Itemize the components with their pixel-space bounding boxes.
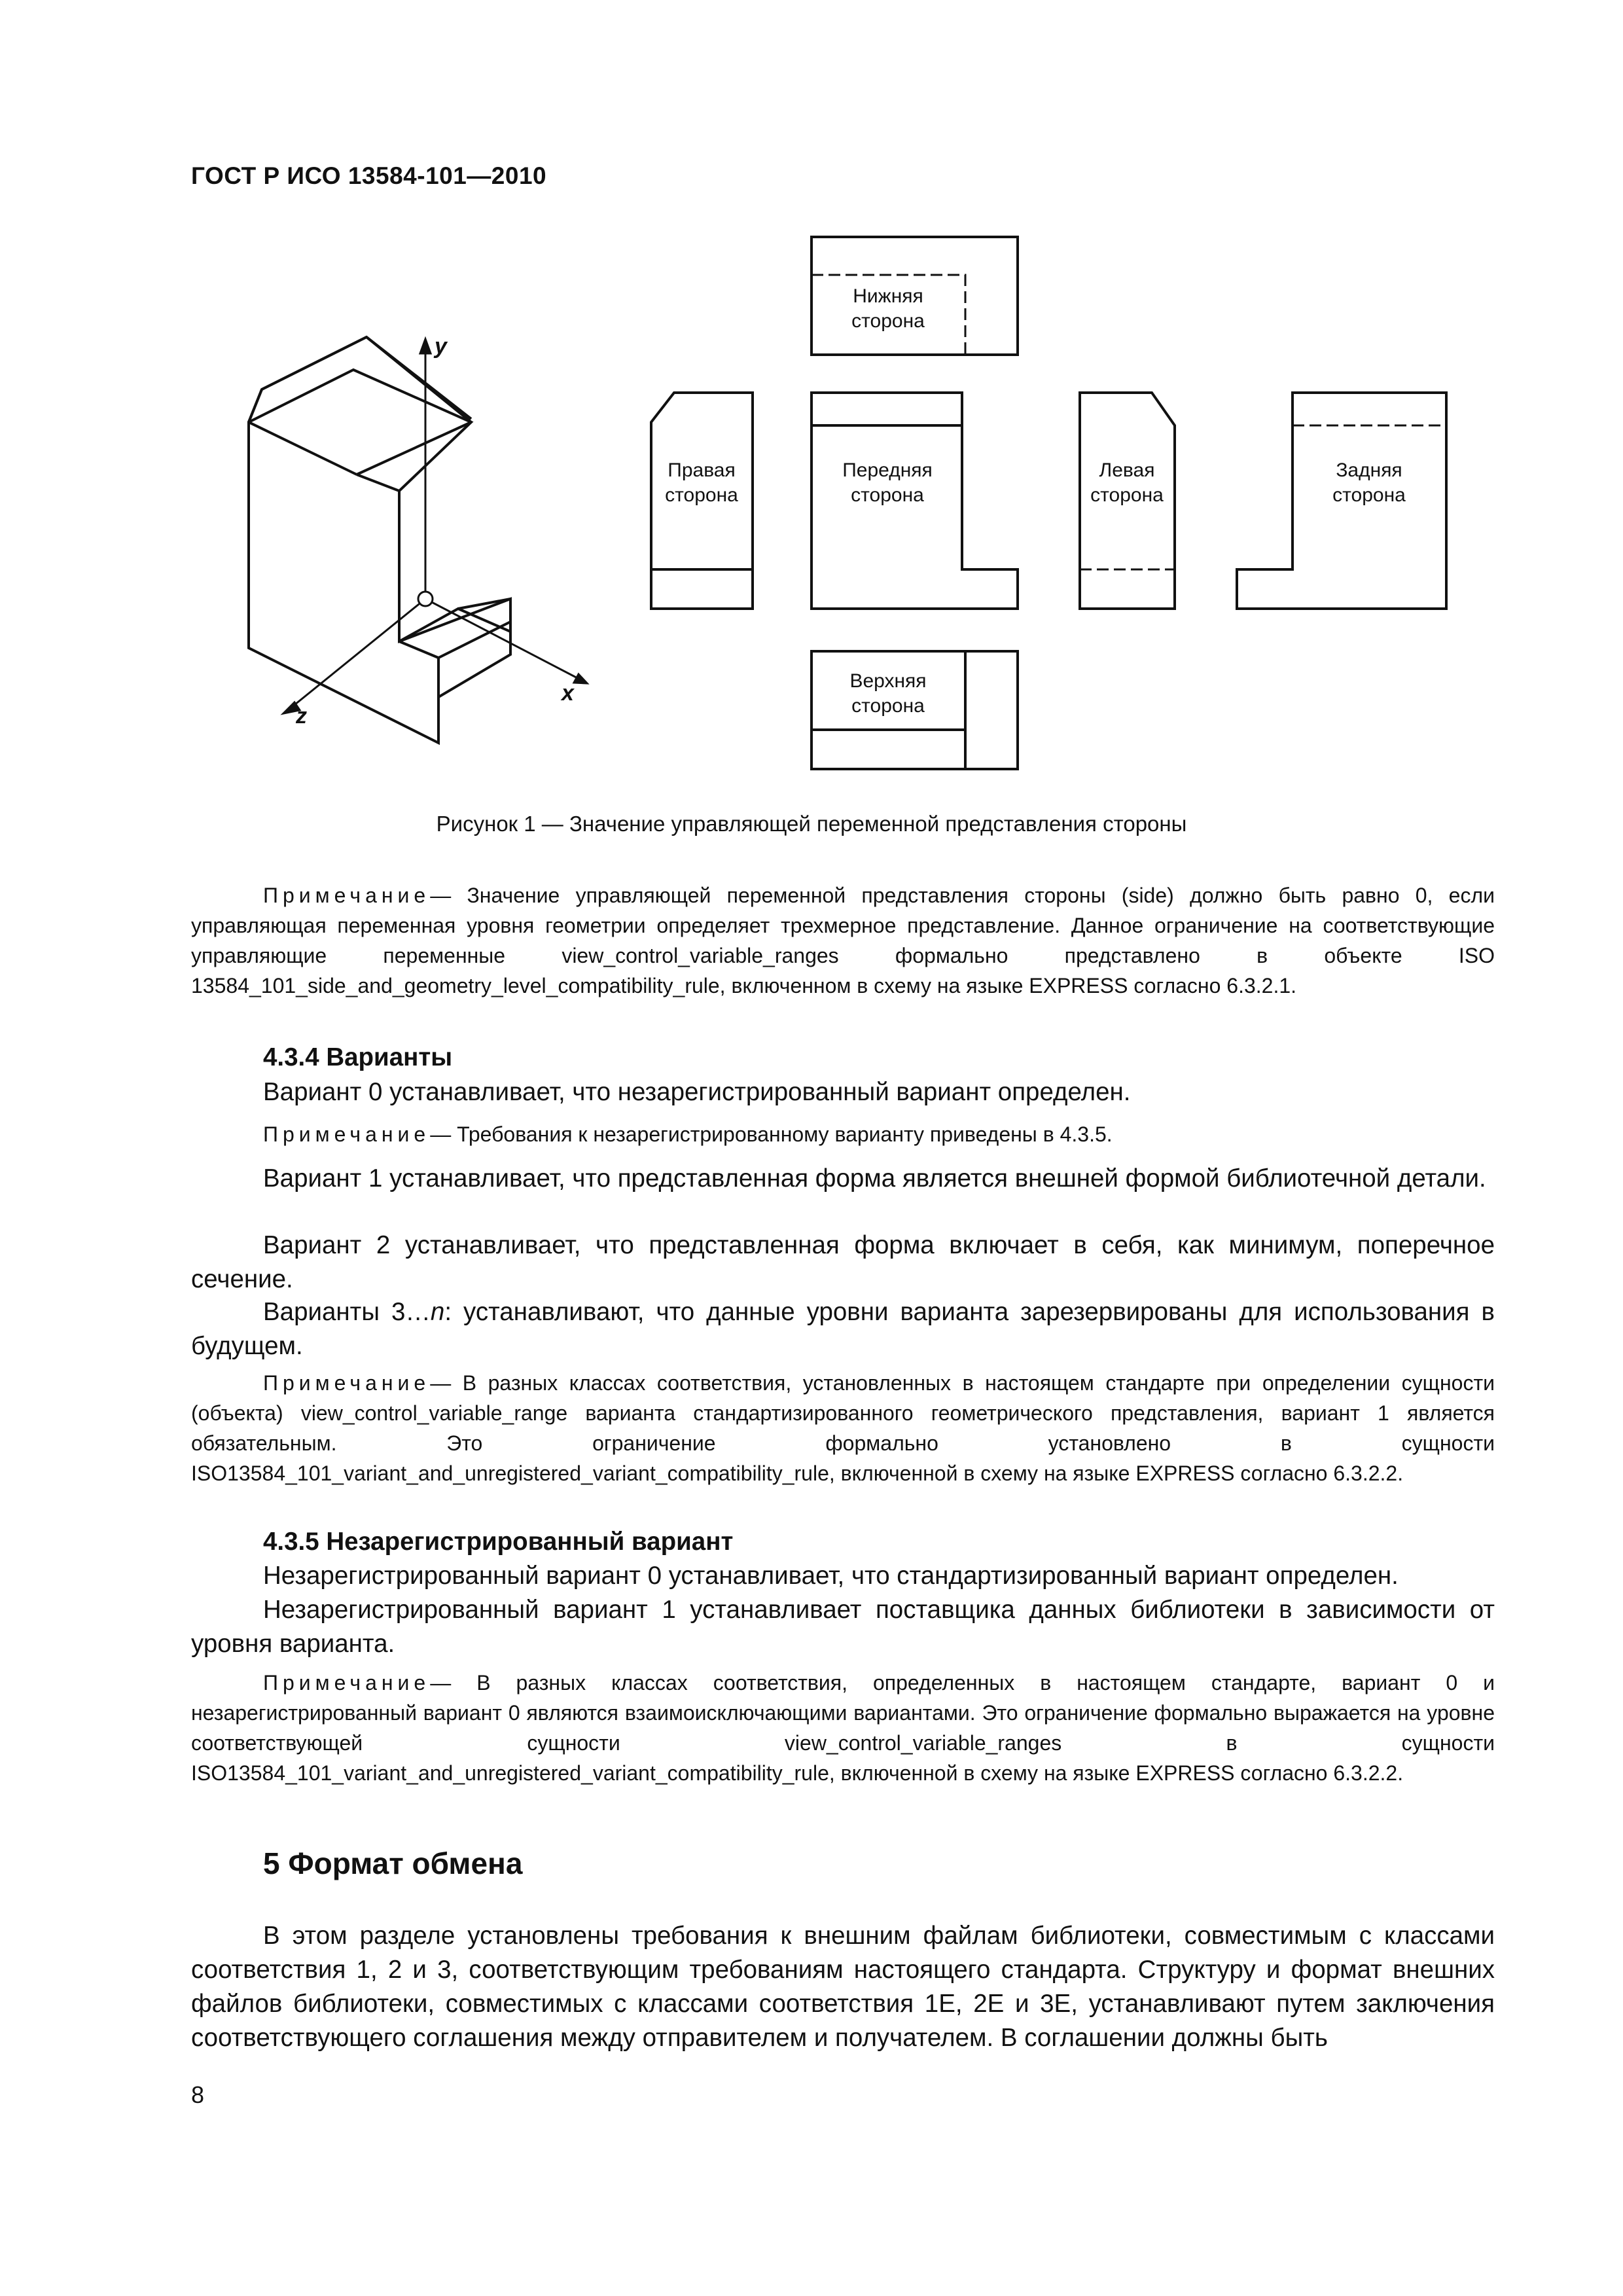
- note-text: — Требования к незарегистрированному варианту приведены в 4.3.5.: [430, 1122, 1113, 1146]
- left-view-label-1: Левая: [1099, 459, 1155, 481]
- isometric-part-drawing: [249, 337, 510, 743]
- paragraph: Вариант 0 устанавливает, что незарегистрированный вариант определен.: [263, 1078, 1131, 1106]
- axis-label-z: z: [296, 704, 307, 728]
- bottom-view-label-1: Нижняя: [853, 285, 923, 307]
- right-view-label-1: Правая: [668, 459, 736, 481]
- paragraph: Вариант 1 устанавливает, что представленная форма является внешней формой библиотечной детали.: [263, 1164, 1486, 1193]
- paragraph: [191, 1295, 1495, 1363]
- note-text: — Значение управляющей переменной представления стороны (side) должно быть равно 0, если управляющая переменная уровня геометрии определяет трехмерное представление. Данное ограничение на соответствующие управляющие переменные view_control_variable_ranges формально представлено в объекте ISO 13584_101_side_and_geometry_level_compatibility_rule, включенном в схему на языке EXPRESS согласно 6.3.2.1.: [191, 884, 1495, 997]
- axis-label-x: x: [562, 681, 574, 706]
- top-view-label-1: Верхняя: [849, 670, 927, 692]
- document-header: ГОСТ Р ИСО 13584-101—2010: [191, 162, 547, 189]
- note-4: [191, 1668, 1495, 1788]
- top-view-label-2: сторона: [851, 695, 925, 717]
- text-span-italic: n: [430, 1298, 445, 1326]
- page-number: 8: [191, 2081, 205, 2108]
- paragraph: Незарегистрированный вариант 1 устанавливает поставщика данных библиотеки в зависимости от уровня варианта.: [191, 1596, 1495, 1658]
- paragraph: В этом разделе установлены требования к внешним файлам библиотеки, совместимым с классами соответствия 1, 2 и 3, соответствующим требованиям настоящего стандарта. Структуру и формат внешних файлов библиотеки, совместимых с классами соответствия 1E, 2E и 3E, устанавливают путем заключения соответствующего соглашения между отправителем и получателем. В соглашении должны быть: [191, 1922, 1495, 2052]
- bottom-view-label-2: сторона: [851, 310, 925, 332]
- paragraph: Вариант 2 устанавливает, что представленная форма включает в себя, как минимум, поперечное сечение.: [191, 1231, 1495, 1293]
- note-text: — В разных классах соответствия, установленных в настоящем стандарте при определении сущности (объекта) view_control_variable_range варианта стандартизированного геометрического представления, вариант 1 является обязательным. Это ограничение формально установлено в сущности ISO13584_101_variant_and_unregistered_variant_compatibility_rule, включенной в схему на языке EXPRESS согласно 6.3.2.2.: [191, 1371, 1495, 1485]
- note-label: Примечание: [263, 1371, 431, 1395]
- note-text: — В разных классах соответствия, определенных в настоящем стандарте, вариант 0 и незарегистрированный вариант 0 являются взаимоисключающими вариантами. Это ограничение формально выражается на уровне соответствующей сущности view_control_variable_ranges в сущности ISO13584_101_variant_and_unregistered_variant_compatibility_rule, включенной в схему на языке EXPRESS согласно 6.3.2.2.: [191, 1671, 1495, 1785]
- left-view-label-2: сторона: [1090, 484, 1164, 506]
- note-1: [191, 880, 1495, 1001]
- front-view-label-2: сторона: [851, 484, 924, 506]
- section-heading-4-3-5: 4.3.5 Незарегистрированный вариант: [263, 1528, 734, 1556]
- right-view-label-2: сторона: [665, 484, 738, 506]
- figure-1-drawing: [0, 223, 1623, 812]
- back-view-label-2: сторона: [1332, 484, 1406, 506]
- section-heading-4-3-4: 4.3.4 Варианты: [263, 1043, 453, 1071]
- figure-caption: Рисунок 1 — Значение управляющей переменной представления стороны: [436, 812, 1187, 836]
- back-view-label-1: Задняя: [1336, 459, 1402, 481]
- front-view-label-1: Передняя: [842, 459, 933, 481]
- paragraph: Незарегистрированный вариант 0 устанавливает, что стандартизированный вариант определен.: [263, 1562, 1399, 1590]
- text-span: Варианты 3…: [263, 1298, 431, 1326]
- text-span: : устанавливают, что данные уровни варианта зарезервированы для использования в будущем.: [191, 1298, 1495, 1360]
- note-label: Примечание: [263, 1671, 431, 1695]
- note-label: Примечание: [263, 884, 431, 907]
- axis-label-y: y: [435, 334, 447, 359]
- section-heading-5: 5 Формат обмена: [263, 1846, 523, 1880]
- figure-1: [0, 223, 1623, 812]
- note-label: Примечание: [263, 1122, 431, 1146]
- note-2: [191, 1119, 1495, 1149]
- note-3: [191, 1368, 1495, 1488]
